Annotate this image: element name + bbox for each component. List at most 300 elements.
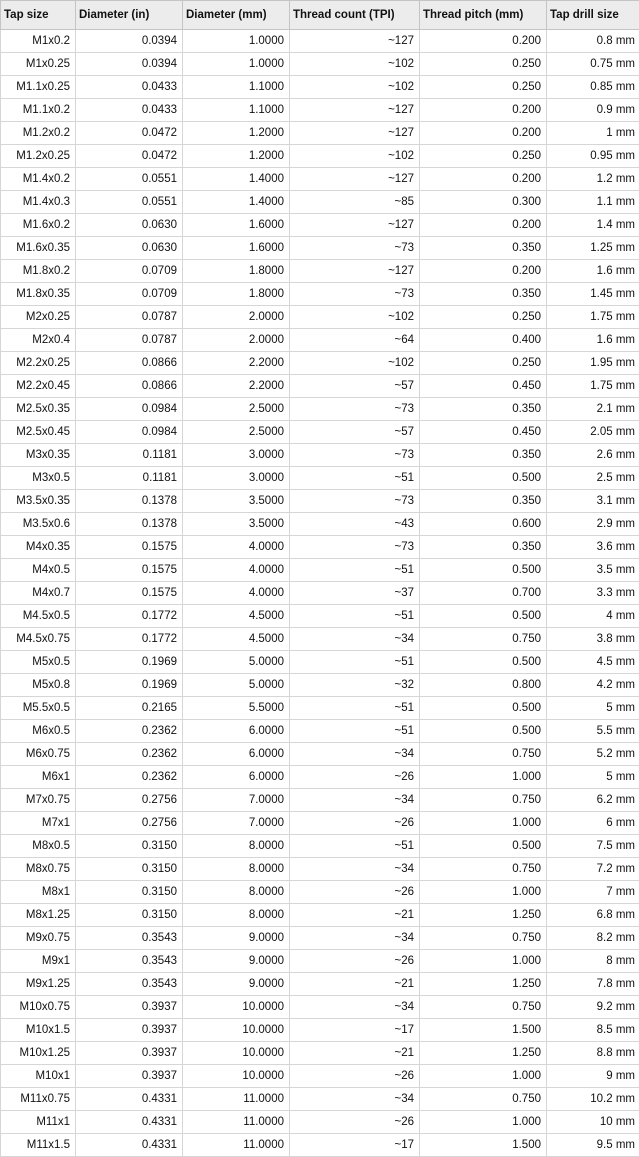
table-row xyxy=(1,973,639,996)
tap-size-cell: M2x0.4 xyxy=(1,329,76,352)
diameter-in-cell: 0.3937 xyxy=(76,1042,183,1065)
diameter-in-cell: 0.2362 xyxy=(76,766,183,789)
diameter-mm-cell: 4.5000 xyxy=(183,605,290,628)
tap-size-cell: M4.5x0.75 xyxy=(1,628,76,651)
tap-drill-size-cell: 2.9 mm xyxy=(547,513,639,536)
thread-count-cell: ~26 xyxy=(290,881,420,904)
tap-drill-size-cell: 0.8 mm xyxy=(547,30,639,53)
tap-drill-size-cell: 0.9 mm xyxy=(547,99,639,122)
diameter-in-cell: 0.0709 xyxy=(76,260,183,283)
diameter-mm-cell: 6.0000 xyxy=(183,720,290,743)
diameter-in-cell: 0.0866 xyxy=(76,375,183,398)
table-row xyxy=(1,720,639,743)
diameter-in-cell: 0.0709 xyxy=(76,283,183,306)
diameter-mm-cell: 9.0000 xyxy=(183,950,290,973)
tap-drill-size-cell: 1 mm xyxy=(547,122,639,145)
tap-drill-size-cell: 6 mm xyxy=(547,812,639,835)
thread-count-cell: ~17 xyxy=(290,1019,420,1042)
table-row xyxy=(1,950,639,973)
thread-pitch-cell: 0.750 xyxy=(420,927,547,950)
diameter-in-cell: 0.0433 xyxy=(76,76,183,99)
thread-pitch-cell: 0.750 xyxy=(420,628,547,651)
tap-drill-size-cell: 1.6 mm xyxy=(547,260,639,283)
diameter-in-cell: 0.4331 xyxy=(76,1111,183,1134)
diameter-in-cell: 0.0551 xyxy=(76,191,183,214)
diameter-mm-cell: 1.2000 xyxy=(183,145,290,168)
tap-size-cell: M1.8x0.35 xyxy=(1,283,76,306)
thread-count-cell: ~127 xyxy=(290,30,420,53)
diameter-mm-cell: 2.5000 xyxy=(183,421,290,444)
thread-pitch-cell: 0.350 xyxy=(420,283,547,306)
tap-size-cell: M8x0.75 xyxy=(1,858,76,881)
thread-count-cell: ~34 xyxy=(290,789,420,812)
tap-size-cell: M1x0.25 xyxy=(1,53,76,76)
tap-drill-size-cell: 5.2 mm xyxy=(547,743,639,766)
thread-pitch-cell: 0.750 xyxy=(420,858,547,881)
diameter-mm-cell: 10.0000 xyxy=(183,1019,290,1042)
tap-size-cell: M8x0.5 xyxy=(1,835,76,858)
table-row xyxy=(1,260,639,283)
tap-drill-size-cell: 2.05 mm xyxy=(547,421,639,444)
table-row xyxy=(1,421,639,444)
thread-count-cell: ~51 xyxy=(290,697,420,720)
diameter-in-cell: 0.0630 xyxy=(76,237,183,260)
thread-count-cell: ~51 xyxy=(290,651,420,674)
tap-drill-size-cell: 8.2 mm xyxy=(547,927,639,950)
tap-size-cell: M6x0.5 xyxy=(1,720,76,743)
diameter-in-cell: 0.0630 xyxy=(76,214,183,237)
tap-drill-size-cell: 6.2 mm xyxy=(547,789,639,812)
thread-pitch-cell: 1.250 xyxy=(420,973,547,996)
diameter-mm-cell: 10.0000 xyxy=(183,1065,290,1088)
tap-size-cell: M1x0.2 xyxy=(1,30,76,53)
table-row xyxy=(1,904,639,927)
thread-count-cell: ~73 xyxy=(290,283,420,306)
thread-pitch-cell: 0.750 xyxy=(420,743,547,766)
diameter-mm-cell: 1.8000 xyxy=(183,283,290,306)
thread-count-cell: ~127 xyxy=(290,260,420,283)
thread-pitch-cell: 0.500 xyxy=(420,651,547,674)
table-row xyxy=(1,1019,639,1042)
column-header-tap-drill-size[interactable]: Tap drill size xyxy=(547,1,639,30)
tap-drill-size-cell: 2.6 mm xyxy=(547,444,639,467)
tap-size-cell: M1.8x0.2 xyxy=(1,260,76,283)
thread-pitch-cell: 0.350 xyxy=(420,536,547,559)
tap-drill-size-cell: 10 mm xyxy=(547,1111,639,1134)
diameter-in-cell: 0.1181 xyxy=(76,444,183,467)
thread-pitch-cell: 0.500 xyxy=(420,559,547,582)
diameter-mm-cell: 9.0000 xyxy=(183,973,290,996)
tap-size-cell: M6x0.75 xyxy=(1,743,76,766)
table-row xyxy=(1,858,639,881)
tap-size-cell: M1.1x0.2 xyxy=(1,99,76,122)
diameter-in-cell: 0.2362 xyxy=(76,743,183,766)
thread-pitch-cell: 0.350 xyxy=(420,398,547,421)
diameter-mm-cell: 4.5000 xyxy=(183,628,290,651)
diameter-in-cell: 0.3543 xyxy=(76,927,183,950)
diameter-in-cell: 0.1181 xyxy=(76,467,183,490)
table-row xyxy=(1,122,639,145)
diameter-mm-cell: 5.5000 xyxy=(183,697,290,720)
diameter-mm-cell: 9.0000 xyxy=(183,927,290,950)
tap-drill-size-cell: 0.95 mm xyxy=(547,145,639,168)
tap-size-cell: M10x0.75 xyxy=(1,996,76,1019)
thread-pitch-cell: 0.200 xyxy=(420,30,547,53)
diameter-mm-cell: 5.0000 xyxy=(183,674,290,697)
table-row xyxy=(1,99,639,122)
thread-count-cell: ~57 xyxy=(290,375,420,398)
tap-size-cell: M3.5x0.35 xyxy=(1,490,76,513)
tap-drill-size-cell: 9.2 mm xyxy=(547,996,639,1019)
thread-pitch-cell: 0.350 xyxy=(420,490,547,513)
diameter-mm-cell: 11.0000 xyxy=(183,1134,290,1157)
thread-count-cell: ~127 xyxy=(290,122,420,145)
thread-pitch-cell: 0.450 xyxy=(420,375,547,398)
column-header-diameter-mm[interactable]: Diameter (mm) xyxy=(183,1,290,30)
thread-pitch-cell: 1.000 xyxy=(420,812,547,835)
tap-drill-size-cell: 7 mm xyxy=(547,881,639,904)
table-row xyxy=(1,789,639,812)
thread-pitch-cell: 0.250 xyxy=(420,306,547,329)
table-row xyxy=(1,329,639,352)
thread-count-cell: ~34 xyxy=(290,743,420,766)
thread-pitch-cell: 0.600 xyxy=(420,513,547,536)
table-row xyxy=(1,835,639,858)
thread-pitch-cell: 0.200 xyxy=(420,260,547,283)
tap-drill-size-cell: 8.5 mm xyxy=(547,1019,639,1042)
diameter-in-cell: 0.1575 xyxy=(76,582,183,605)
tap-size-cell: M2.5x0.35 xyxy=(1,398,76,421)
tap-size-cell: M11x1 xyxy=(1,1111,76,1134)
thread-pitch-cell: 1.000 xyxy=(420,1065,547,1088)
thread-pitch-cell: 0.500 xyxy=(420,720,547,743)
tap-size-cell: M4.5x0.5 xyxy=(1,605,76,628)
diameter-in-cell: 0.1575 xyxy=(76,559,183,582)
table-row xyxy=(1,168,639,191)
tap-size-cell: M2.5x0.45 xyxy=(1,421,76,444)
tap-size-cell: M3.5x0.6 xyxy=(1,513,76,536)
thread-pitch-cell: 1.500 xyxy=(420,1134,547,1157)
diameter-in-cell: 0.3150 xyxy=(76,858,183,881)
diameter-in-cell: 0.4331 xyxy=(76,1088,183,1111)
table-row xyxy=(1,375,639,398)
tap-drill-size-cell: 9 mm xyxy=(547,1065,639,1088)
table-body xyxy=(1,30,639,1157)
tap-size-cell: M3x0.35 xyxy=(1,444,76,467)
diameter-mm-cell: 10.0000 xyxy=(183,1042,290,1065)
diameter-in-cell: 0.0984 xyxy=(76,421,183,444)
diameter-in-cell: 0.0787 xyxy=(76,329,183,352)
tap-drill-size-cell: 1.4 mm xyxy=(547,214,639,237)
tap-drill-size-cell: 5 mm xyxy=(547,766,639,789)
diameter-in-cell: 0.0394 xyxy=(76,30,183,53)
diameter-mm-cell: 1.6000 xyxy=(183,237,290,260)
table-row xyxy=(1,53,639,76)
diameter-mm-cell: 5.0000 xyxy=(183,651,290,674)
tap-size-cell: M9x1 xyxy=(1,950,76,973)
tap-drill-size-cell: 2.1 mm xyxy=(547,398,639,421)
thread-count-cell: ~34 xyxy=(290,858,420,881)
thread-pitch-cell: 0.350 xyxy=(420,237,547,260)
tap-drill-size-cell: 7.8 mm xyxy=(547,973,639,996)
thread-count-cell: ~43 xyxy=(290,513,420,536)
diameter-mm-cell: 1.1000 xyxy=(183,99,290,122)
diameter-mm-cell: 1.6000 xyxy=(183,214,290,237)
thread-count-cell: ~21 xyxy=(290,904,420,927)
diameter-in-cell: 0.0394 xyxy=(76,53,183,76)
diameter-mm-cell: 2.2000 xyxy=(183,375,290,398)
thread-count-cell: ~102 xyxy=(290,76,420,99)
thread-pitch-cell: 1.000 xyxy=(420,950,547,973)
table-row xyxy=(1,651,639,674)
thread-count-cell: ~17 xyxy=(290,1134,420,1157)
thread-count-cell: ~127 xyxy=(290,214,420,237)
diameter-in-cell: 0.1772 xyxy=(76,605,183,628)
diameter-in-cell: 0.3150 xyxy=(76,904,183,927)
tap-size-cell: M4x0.35 xyxy=(1,536,76,559)
thread-count-cell: ~127 xyxy=(290,99,420,122)
thread-pitch-cell: 1.500 xyxy=(420,1019,547,1042)
tap-drill-size-cell: 3.8 mm xyxy=(547,628,639,651)
diameter-mm-cell: 1.0000 xyxy=(183,53,290,76)
thread-pitch-cell: 0.200 xyxy=(420,214,547,237)
diameter-mm-cell: 4.0000 xyxy=(183,536,290,559)
diameter-in-cell: 0.2362 xyxy=(76,720,183,743)
table-row xyxy=(1,674,639,697)
diameter-mm-cell: 11.0000 xyxy=(183,1088,290,1111)
diameter-mm-cell: 2.0000 xyxy=(183,306,290,329)
tap-size-cell: M1.2x0.25 xyxy=(1,145,76,168)
thread-pitch-cell: 0.300 xyxy=(420,191,547,214)
thread-count-cell: ~51 xyxy=(290,605,420,628)
table-row xyxy=(1,352,639,375)
table-row xyxy=(1,444,639,467)
thread-count-cell: ~21 xyxy=(290,973,420,996)
thread-count-cell: ~127 xyxy=(290,168,420,191)
tap-drill-size-cell: 10.2 mm xyxy=(547,1088,639,1111)
table-row xyxy=(1,30,639,53)
thread-pitch-cell: 0.250 xyxy=(420,145,547,168)
thread-count-cell: ~102 xyxy=(290,352,420,375)
tap-size-cell: M1.6x0.2 xyxy=(1,214,76,237)
thread-count-cell: ~26 xyxy=(290,1111,420,1134)
diameter-in-cell: 0.2756 xyxy=(76,789,183,812)
tap-size-cell: M1.2x0.2 xyxy=(1,122,76,145)
column-header-thread-pitch[interactable]: Thread pitch (mm) xyxy=(420,1,547,30)
table-row xyxy=(1,881,639,904)
thread-count-cell: ~34 xyxy=(290,927,420,950)
thread-count-cell: ~51 xyxy=(290,559,420,582)
tap-drill-size-cell: 1.1 mm xyxy=(547,191,639,214)
thread-pitch-cell: 1.000 xyxy=(420,881,547,904)
table-row xyxy=(1,536,639,559)
thread-pitch-cell: 0.400 xyxy=(420,329,547,352)
diameter-mm-cell: 1.0000 xyxy=(183,30,290,53)
tap-size-cell: M3x0.5 xyxy=(1,467,76,490)
thread-count-cell: ~26 xyxy=(290,766,420,789)
thread-count-cell: ~26 xyxy=(290,812,420,835)
diameter-in-cell: 0.1969 xyxy=(76,674,183,697)
diameter-mm-cell: 6.0000 xyxy=(183,743,290,766)
thread-count-cell: ~85 xyxy=(290,191,420,214)
thread-count-cell: ~26 xyxy=(290,1065,420,1088)
diameter-in-cell: 0.0472 xyxy=(76,122,183,145)
diameter-in-cell: 0.3150 xyxy=(76,881,183,904)
thread-pitch-cell: 0.500 xyxy=(420,835,547,858)
thread-pitch-cell: 0.250 xyxy=(420,76,547,99)
table-row xyxy=(1,214,639,237)
diameter-mm-cell: 8.0000 xyxy=(183,835,290,858)
table-row xyxy=(1,1134,639,1157)
thread-pitch-cell: 1.250 xyxy=(420,904,547,927)
tap-drill-size-cell: 5.5 mm xyxy=(547,720,639,743)
thread-count-cell: ~51 xyxy=(290,467,420,490)
diameter-in-cell: 0.0984 xyxy=(76,398,183,421)
tap-size-cell: M2.2x0.25 xyxy=(1,352,76,375)
thread-count-cell: ~37 xyxy=(290,582,420,605)
thread-count-cell: ~34 xyxy=(290,1088,420,1111)
thread-count-cell: ~102 xyxy=(290,53,420,76)
diameter-mm-cell: 7.0000 xyxy=(183,789,290,812)
tap-size-cell: M5x0.5 xyxy=(1,651,76,674)
table-row xyxy=(1,996,639,1019)
table-row xyxy=(1,1111,639,1134)
tap-size-cell: M9x1.25 xyxy=(1,973,76,996)
tap-drill-size-cell: 7.5 mm xyxy=(547,835,639,858)
diameter-mm-cell: 6.0000 xyxy=(183,766,290,789)
tap-drill-size-cell: 3.6 mm xyxy=(547,536,639,559)
diameter-mm-cell: 8.0000 xyxy=(183,858,290,881)
diameter-mm-cell: 3.5000 xyxy=(183,490,290,513)
table-row xyxy=(1,628,639,651)
table-row xyxy=(1,605,639,628)
tap-drill-size-cell: 5 mm xyxy=(547,697,639,720)
diameter-mm-cell: 2.0000 xyxy=(183,329,290,352)
tap-drill-size-cell: 4.2 mm xyxy=(547,674,639,697)
diameter-mm-cell: 4.0000 xyxy=(183,559,290,582)
table-row xyxy=(1,145,639,168)
thread-pitch-cell: 1.000 xyxy=(420,1111,547,1134)
thread-count-cell: ~73 xyxy=(290,490,420,513)
thread-pitch-cell: 0.250 xyxy=(420,53,547,76)
diameter-in-cell: 0.0787 xyxy=(76,306,183,329)
column-header-diameter-in[interactable]: Diameter (in) xyxy=(76,1,183,30)
thread-pitch-cell: 0.350 xyxy=(420,444,547,467)
diameter-in-cell: 0.1575 xyxy=(76,536,183,559)
thread-pitch-cell: 0.250 xyxy=(420,352,547,375)
tap-size-cell: M4x0.5 xyxy=(1,559,76,582)
tap-drill-size-cell: 3.5 mm xyxy=(547,559,639,582)
diameter-in-cell: 0.2756 xyxy=(76,812,183,835)
thread-pitch-cell: 0.450 xyxy=(420,421,547,444)
tap-drill-size-cell: 1.75 mm xyxy=(547,375,639,398)
tap-drill-size-cell: 1.95 mm xyxy=(547,352,639,375)
table-row xyxy=(1,467,639,490)
thread-pitch-cell: 0.500 xyxy=(420,467,547,490)
tap-size-cell: M7x1 xyxy=(1,812,76,835)
tap-size-cell: M11x1.5 xyxy=(1,1134,76,1157)
diameter-in-cell: 0.2165 xyxy=(76,697,183,720)
diameter-in-cell: 0.1969 xyxy=(76,651,183,674)
table-row xyxy=(1,283,639,306)
tap-drill-size-cell: 4 mm xyxy=(547,605,639,628)
table-row xyxy=(1,743,639,766)
tap-drill-size-cell: 9.5 mm xyxy=(547,1134,639,1157)
tap-drill-size-cell: 0.85 mm xyxy=(547,76,639,99)
table-row xyxy=(1,766,639,789)
diameter-in-cell: 0.3937 xyxy=(76,996,183,1019)
thread-count-cell: ~32 xyxy=(290,674,420,697)
table-row xyxy=(1,191,639,214)
diameter-mm-cell: 1.4000 xyxy=(183,168,290,191)
thread-pitch-cell: 0.500 xyxy=(420,605,547,628)
table-row xyxy=(1,513,639,536)
tap-drill-size-cell: 3.3 mm xyxy=(547,582,639,605)
diameter-in-cell: 0.3543 xyxy=(76,973,183,996)
thread-pitch-cell: 1.000 xyxy=(420,766,547,789)
thread-count-cell: ~51 xyxy=(290,720,420,743)
thread-count-cell: ~102 xyxy=(290,145,420,168)
tap-size-cell: M8x1.25 xyxy=(1,904,76,927)
tap-size-cell: M11x0.75 xyxy=(1,1088,76,1111)
tap-size-cell: M9x0.75 xyxy=(1,927,76,950)
diameter-in-cell: 0.3543 xyxy=(76,950,183,973)
thread-count-cell: ~73 xyxy=(290,237,420,260)
diameter-in-cell: 0.3937 xyxy=(76,1019,183,1042)
tap-size-cell: M10x1.25 xyxy=(1,1042,76,1065)
thread-pitch-cell: 0.200 xyxy=(420,168,547,191)
diameter-mm-cell: 3.0000 xyxy=(183,467,290,490)
thread-pitch-cell: 0.750 xyxy=(420,789,547,812)
thread-count-cell: ~73 xyxy=(290,536,420,559)
diameter-in-cell: 0.0551 xyxy=(76,168,183,191)
diameter-in-cell: 0.1378 xyxy=(76,513,183,536)
tap-size-cell: M1.1x0.25 xyxy=(1,76,76,99)
table-row xyxy=(1,1042,639,1065)
table-row xyxy=(1,76,639,99)
tap-drill-size-cell: 0.75 mm xyxy=(547,53,639,76)
tap-size-cell: M2.2x0.45 xyxy=(1,375,76,398)
tap-size-cell: M7x0.75 xyxy=(1,789,76,812)
thread-pitch-cell: 0.750 xyxy=(420,1088,547,1111)
column-header-thread-count[interactable]: Thread count (TPI) xyxy=(290,1,420,30)
tap-size-cell: M8x1 xyxy=(1,881,76,904)
tap-drill-size-cell: 7.2 mm xyxy=(547,858,639,881)
table-row xyxy=(1,237,639,260)
thread-pitch-cell: 0.500 xyxy=(420,697,547,720)
diameter-mm-cell: 1.2000 xyxy=(183,122,290,145)
column-header-tap-size[interactable]: Tap size xyxy=(1,1,76,30)
table-row xyxy=(1,306,639,329)
diameter-in-cell: 0.3150 xyxy=(76,835,183,858)
diameter-mm-cell: 1.1000 xyxy=(183,76,290,99)
tap-drill-size-cell: 1.75 mm xyxy=(547,306,639,329)
tap-size-cell: M10x1.5 xyxy=(1,1019,76,1042)
tap-size-cell: M2x0.25 xyxy=(1,306,76,329)
diameter-mm-cell: 2.5000 xyxy=(183,398,290,421)
tap-size-cell: M1.4x0.2 xyxy=(1,168,76,191)
table-row xyxy=(1,1088,639,1111)
diameter-mm-cell: 3.5000 xyxy=(183,513,290,536)
table-row xyxy=(1,927,639,950)
diameter-in-cell: 0.1378 xyxy=(76,490,183,513)
table-row xyxy=(1,697,639,720)
diameter-in-cell: 0.0866 xyxy=(76,352,183,375)
table-row xyxy=(1,812,639,835)
diameter-mm-cell: 10.0000 xyxy=(183,996,290,1019)
thread-count-cell: ~34 xyxy=(290,628,420,651)
table-row xyxy=(1,490,639,513)
